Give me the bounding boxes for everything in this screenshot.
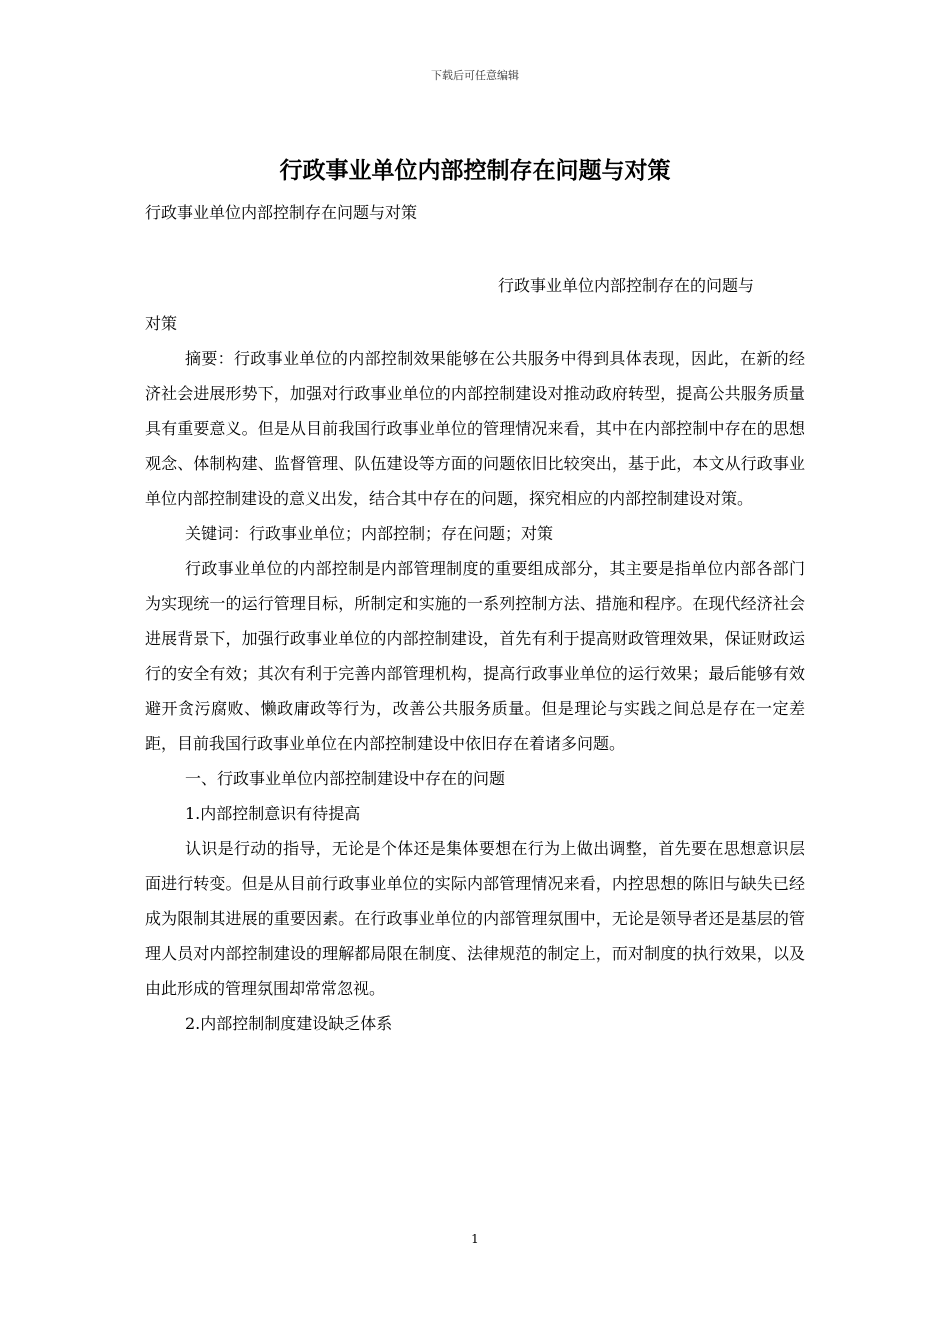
page-number: 1 [471, 1232, 479, 1246]
section-heading-1: 一、行政事业单位内部控制建设中存在的问题 [185, 769, 506, 788]
abstract-paragraph: 摘要：行政事业单位的内部控制效果能够在公共服务中得到具体表现，因此，在新的经济社会进展形势下，加强对行政事业单位的内部控制建设对推动政府转型，提高公共服务质量具有重要意义。但是从目前我国行政事业单位的管理情况来看，其中在内部控制中存在的思想观念、体制构建、监督管理、队伍建设等方面的问题依旧比较突出，基于此，本文从行政事业单位内部控制建设的意义出发，结合其中存在的问题，探究相应的内部控制建设对策。 [145, 349, 805, 508]
body-paragraph-1: 认识是行动的指导，无论是个体还是集体要想在行为上做出调整，首先要在思想意识层面进行转变。但是从目前行政事业单位的实际内部管理情况来看，内控思想的陈旧与缺失已经成为限制其进展的重要因素。在行政事业单位的内部管理氛围中，无论是领导者还是基层的管理人员对内部控制建设的理解都局限在制度、法律规范的制定上，而对制度的执行效果，以及由此形成的管理氛围却常常忽视。 [145, 839, 805, 998]
header-note: 下载后可任意编辑 [431, 69, 519, 82]
subheading-2: 2.内部控制制度建设缺乏体系 [185, 1014, 393, 1033]
document-body [145, 306, 805, 1041]
intro-paragraph: 行政事业单位的内部控制是内部管理制度的重要组成部分，其主要是指单位内部各部门为实现统一的运行管理目标，所制定和实施的一系列控制方法、措施和程序。在现代经济社会进展背景下，加强行政事业单位的内部控制建设，首先有利于提高财政管理效果，保证财政运行的安全有效；其次有利于完善内部管理机构，提高行政事业单位的运行效果；最后能够有效避开贪污腐败、懒政庸政等行为，改善公共服务质量。但是理论与实践之间总是存在一定差距，目前我国行政事业单位在内部控制建设中依旧存在着诸多问题。 [145, 559, 805, 753]
keywords-line: 关键词：行政事业单位；内部控制；存在问题；对策 [185, 524, 554, 543]
subheading-1: 1.内部控制意识有待提高 [185, 804, 361, 823]
right-aligned-title: 行政事业单位内部控制存在的问题与 [498, 276, 755, 295]
document-subtitle: 行政事业单位内部控制存在问题与对策 [145, 203, 418, 222]
title-continuation: 对策 [145, 314, 178, 333]
document-title: 行政事业单位内部控制存在问题与对策 [279, 157, 671, 184]
